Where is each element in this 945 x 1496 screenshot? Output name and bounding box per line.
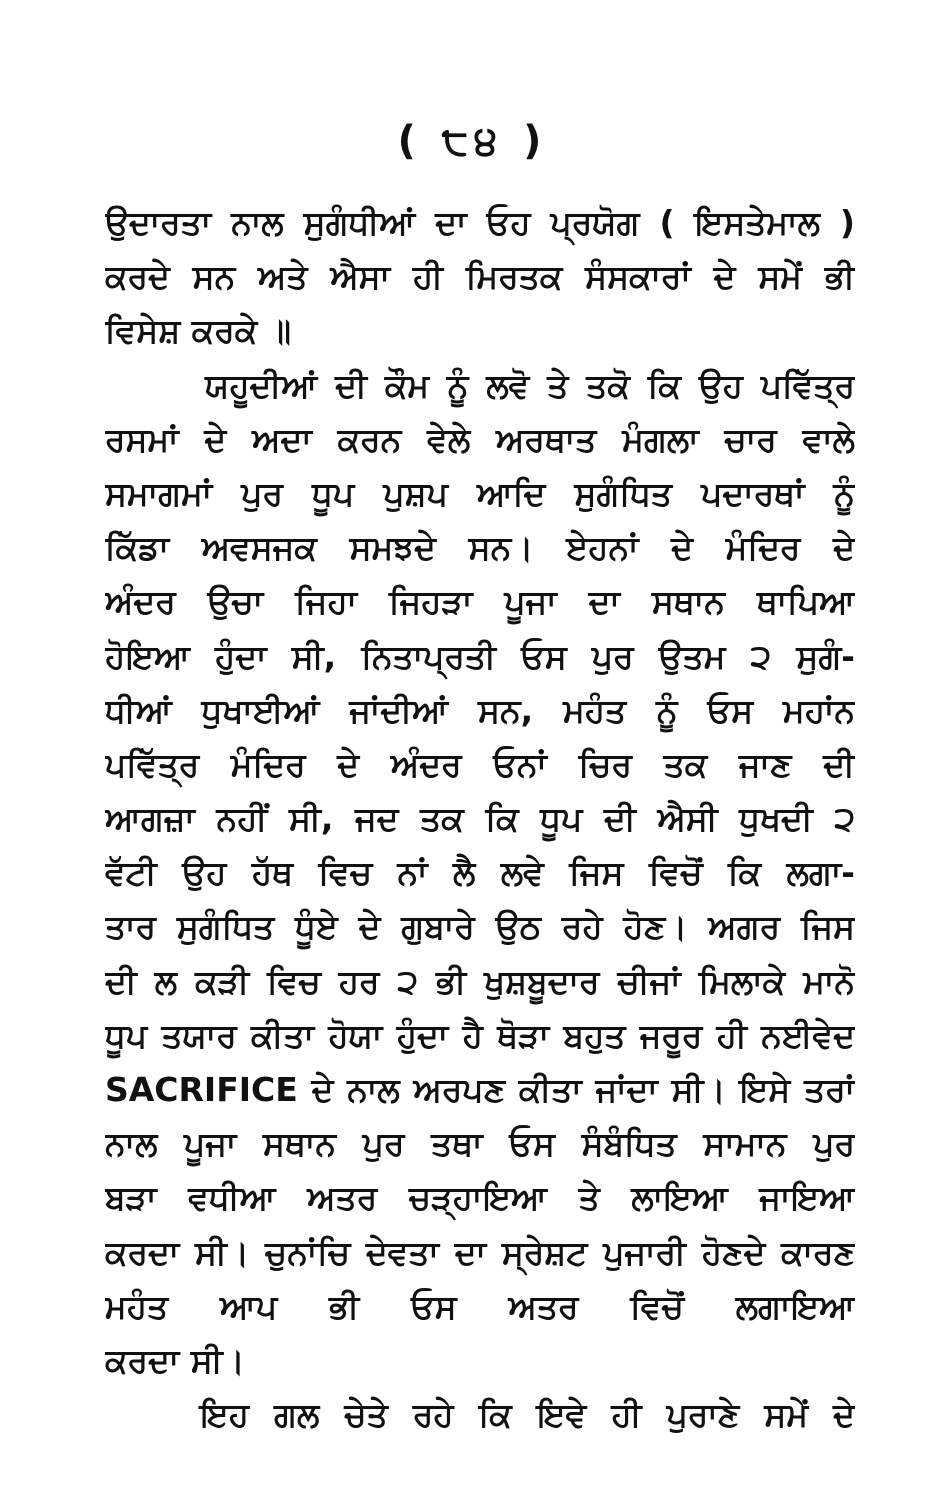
text-line: ਵਿਸੇਸ਼ ਕਰਕੇ ॥ — [105, 311, 291, 351]
text-line: SACRIFICE ਦੇ ਨਾਲ ਅਰਪਣ ਕੀਤਾ ਜਾਂਦਾ ਸੀ। ਇਸੇ ਤਰਾਂ — [105, 1070, 855, 1109]
text-line: ਧੂਪ ਤਯਾਰ ਕੀਤਾ ਹੋਯਾ ਹੁੰਦਾ ਹੈ ਥੋੜਾ ਬਹੁਤ ਜਰੂਰ ਹੀ ਨਈਵੇਦ — [105, 1015, 855, 1055]
text-line: ਦੀ ਲ ਕੜੀ ਵਿਚ ਹਰ ੨ ਭੀ ਖੁਸ਼ਬੂਦਾਰ ਚੀਜਾਂ ਮਿਲਾਕੇ ਮਾਨੋ — [105, 961, 855, 1001]
paragraph-start-line: ਯਹੂਦੀਆਂ ਦੀ ਕੌਮ ਨੂੰ ਲਵੋ ਤੇ ਤਕੋ ਕਿ ਉਹ ਪਵਿੱਤ੍ਰ — [205, 365, 855, 405]
text-line: ਕਰਦੇ ਸਨ ਅਤੇ ਐਸਾ ਹੀ ਮਿਰਤਕ ਸੰਸਕਾਰਾਂ ਦੇ ਸਮੇਂ ਭੀ — [105, 257, 855, 297]
text-line: ਰਸਮਾਂ ਦੇ ਅਦਾ ਕਰਨ ਵੇਲੇ ਅਰਥਾਤ ਮੰਗਲਾ ਚਾਰ ਵਾਲੇ — [105, 419, 855, 459]
paragraph-start-line: ਇਹ ਗਲ ਚੇਤੇ ਰਹੇ ਕਿ ਇਵੇ ਹੀ ਪੁਰਾਣੇ ਸਮੇਂ ਦੇ — [200, 1395, 855, 1435]
text-line: ਤਾਰ ਸੁਗੰਧਿਤ ਧੂੰਏ ਦੇ ਗੁਬਾਰੇ ਉਠ ਰਹੇ ਹੋਣ। ਅਗਰ ਜਿਸ — [105, 907, 855, 947]
page-number: ( ੮੪ ) — [397, 118, 548, 164]
text-line: ਕਿੱਡਾ ਅਵਸਜਕ ਸਮਝਦੇ ਸਨ। ਏਹਨਾਂ ਦੇ ਮੰਦਿਰ ਦੇ — [105, 528, 855, 568]
text-line: ਕਰਦਾ ਸੀ। ਚੁਨਾਂਚਿ ਦੇਵਤਾ ਦਾ ਸ੍ਰੇਸ਼ਟ ਪੁਜਾਰੀ ਹੋਣਦੇ ਕਾਰਣ — [105, 1232, 855, 1272]
text-line: ਆਗਜ਼ਾ ਨਹੀਂ ਸੀ, ਜਦ ਤਕ ਕਿ ਧੂਪ ਦੀ ਐਸੀ ਧੁਖਦੀ ੨ — [105, 799, 855, 839]
text-line: ਕਰਦਾ ਸੀ। — [105, 1340, 245, 1380]
text-line: ਵੱਟੀ ਉਹ ਹੱਥ ਵਿਚ ਨਾਂ ਲੈ ਲਵੇ ਜਿਸ ਵਿਚੋਂ ਕਿ ਲਗਾ- — [105, 853, 855, 893]
text-line: ਉਦਾਰਤਾ ਨਾਲ ਸੁਗੰਧੀਆਂ ਦਾ ਓਹ ਪ੍ਰਯੋਗ ( ਇਸਤੇਮਾਲ ) — [105, 203, 855, 242]
text-line: ਨਾਲ ਪੂਜਾ ਸਥਾਨ ਪੁਰ ਤਥਾ ਓਸ ਸੰਬੰਧਿਤ ਸਾਮਾਨ ਪੁਰ — [105, 1124, 855, 1164]
text-line: ਅੰਦਰ ਉਚਾ ਜਿਹਾ ਜਿਹੜਾ ਪੂਜਾ ਦਾ ਸਥਾਨ ਥਾਪਿਆ — [105, 582, 855, 622]
text-line: ਸਮਾਗਮਾਂ ਪੁਰ ਧੂਪ ਪੁਸ਼ਪ ਆਦਿ ਸੁਗੰਧਿਤ ਪਦਾਰਥਾਂ ਨੂੰ — [105, 473, 855, 513]
body-text — [105, 196, 855, 1442]
text-line: ਬੜਾ ਵਧੀਆ ਅਤਰ ਚੜ੍ਹਾਇਆ ਤੇ ਲਾਇਆ ਜਾਇਆ — [105, 1178, 855, 1218]
text-line: ਧੀਆਂ ਧੁਖਾਈਆਂ ਜਾਂਦੀਆਂ ਸਨ, ਮਹੰਤ ਨੂੰ ਓਸ ਮਹਾਂਨ — [105, 690, 855, 730]
text-line: ਮਹੰਤ ਆਪ ਭੀ ਓਸ ਅਤਰ ਵਿਚੋਂ ਲਗਾਇਆ — [105, 1286, 855, 1326]
text-line: ਪਵਿੱਤ੍ਰ ਮੰਦਿਰ ਦੇ ਅੰਦਰ ਓਨਾਂ ਚਿਰ ਤਕ ਜਾਣ ਦੀ — [105, 744, 855, 784]
text-line: ਹੋਇਆ ਹੁੰਦਾ ਸੀ, ਨਿਤਾਪ੍ਰਤੀ ਓਸ ਪੁਰ ਉਤਮ ੨ ਸੁਗੰ- — [105, 636, 855, 676]
